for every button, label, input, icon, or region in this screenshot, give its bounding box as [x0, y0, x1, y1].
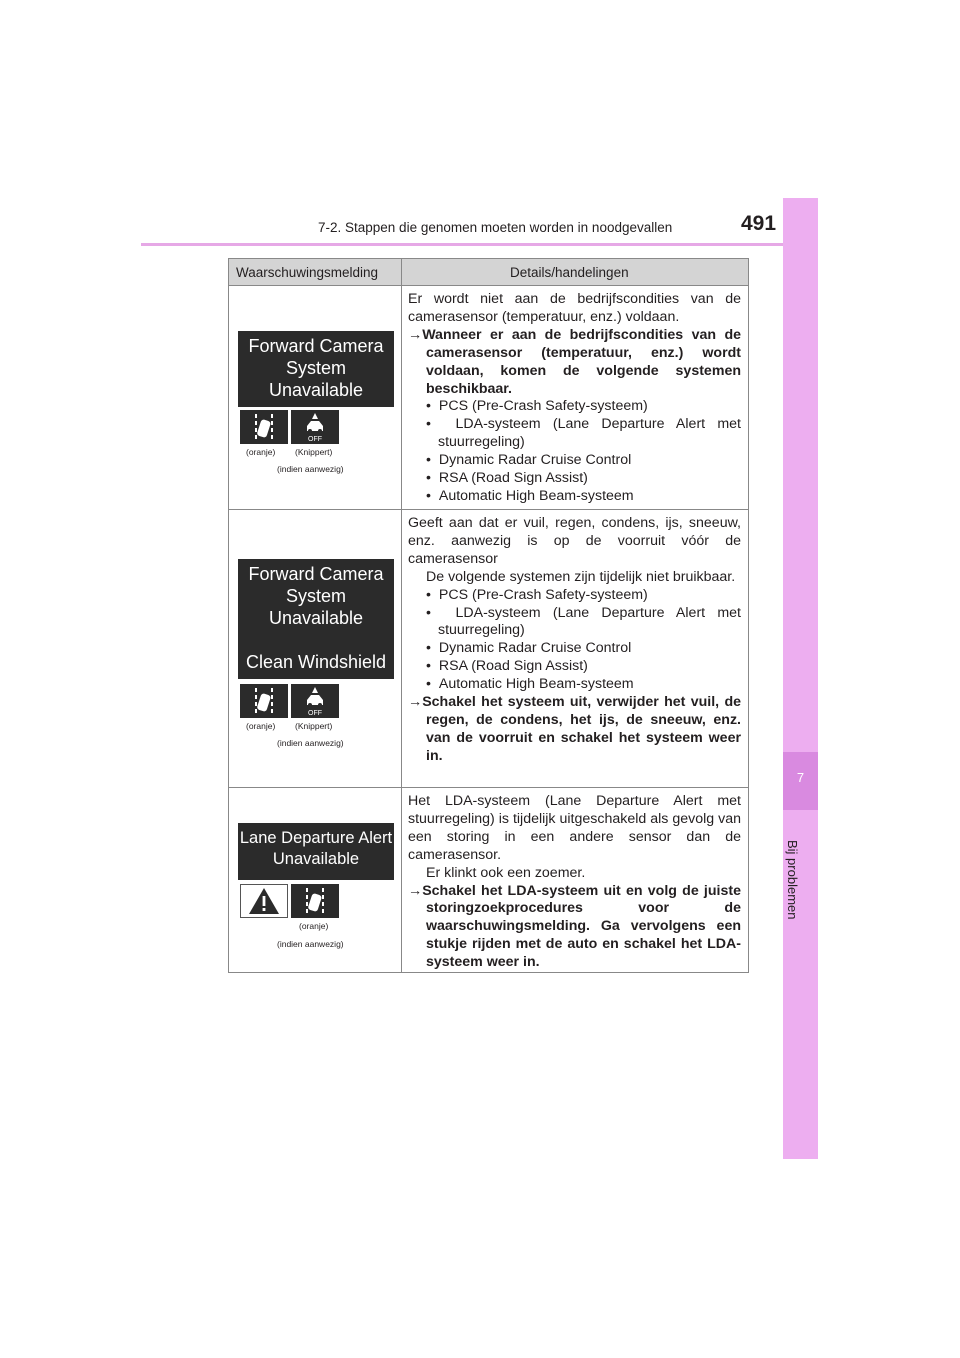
list-item	[408, 587, 741, 605]
bullet-icon: •	[426, 487, 431, 504]
column-divider	[401, 788, 402, 972]
list-item	[408, 658, 741, 676]
pcs-off-icon	[291, 410, 339, 444]
detail-action	[408, 694, 741, 766]
column-divider	[401, 286, 402, 509]
list-item-text: Automatic High Beam-systeem	[438, 676, 634, 693]
warning-table	[228, 258, 749, 973]
pcs-off-icon	[291, 684, 339, 718]
screen-line: System	[285, 358, 346, 378]
chapter-label-text: Bij problemen	[785, 840, 800, 920]
detail-action-text: Schakel het systeem uit, verwijder het vuil, de regen, de condens, het ijs, de sneeuw, enz. van de voorruit en schakel het systeem weer in.	[422, 694, 741, 764]
screen-spacer	[238, 629, 394, 651]
list-item-text: LDA-systeem (Lane Departure Alert met stuurregeling)	[438, 416, 742, 451]
screen-line: Unavailable	[268, 608, 364, 628]
list-item	[408, 452, 741, 470]
lda-car-icon	[240, 410, 288, 444]
bullet-icon: •	[426, 452, 431, 469]
warning-screen	[238, 331, 394, 407]
detail-action	[408, 883, 741, 973]
detail-action-text: Schakel het LDA-systeem uit en volg de juiste storingzoekprocedures voor de waarschuwingsmelding. Ga vervolgens een stukje rijden met de auto en schakel het LDA-systeem weer in.	[422, 882, 741, 971]
arrow-icon: →	[408, 882, 423, 899]
list-item	[408, 488, 741, 506]
icon-caption: (oranje)	[299, 921, 329, 931]
screen-line: Forward Camera	[248, 336, 384, 356]
detail-action-text: Wanneer er aan de bedrijfscondities van de camerasensor (temperatuur, enz.) wordt voldaan, komen de volgende systemen beschikbaar.	[422, 326, 741, 397]
bullet-icon: •	[426, 586, 431, 603]
chapter-number: 7	[796, 770, 805, 785]
lda-car-icon	[240, 684, 288, 718]
detail-sub: De volgende systemen zijn tijdelijk niet bruikbaar.	[426, 568, 736, 585]
list-item	[408, 398, 741, 416]
bullet-icon: •	[426, 640, 431, 657]
page-number: 491	[741, 212, 777, 235]
arrow-icon: →	[408, 326, 423, 343]
list-item	[408, 676, 741, 694]
detail-action	[408, 327, 741, 399]
screen-line: System	[285, 586, 346, 606]
list-item-text: Dynamic Radar Cruise Control	[438, 452, 632, 469]
list-item-text: Automatic High Beam-systeem	[438, 487, 634, 504]
lda-car-icon	[291, 884, 339, 918]
bullet-icon: •	[426, 470, 431, 487]
list-item-text: Dynamic Radar Cruise Control	[438, 640, 632, 657]
list-item	[408, 470, 741, 488]
availability-note: (indien aanwezig)	[277, 738, 344, 748]
screen-line: Unavailable	[268, 380, 364, 400]
list-item-text: PCS (Pre-Crash Safety-systeem)	[438, 586, 648, 603]
chapter-label	[785, 840, 810, 940]
table-row	[228, 286, 749, 510]
detail-intro: Het LDA-systeem (Lane Departure Alert met stuurregeling) is tijdelijk uitgeschakeld als gevolg van een storing in een andere sensor dan de camerasensor.	[408, 793, 741, 863]
icon-caption: (oranje)	[246, 447, 276, 457]
list-item	[408, 416, 741, 452]
table-header	[228, 258, 749, 286]
warning-screen	[238, 559, 394, 679]
bullet-icon: •	[426, 398, 431, 415]
column-header-warning: Waarschuwingsmelding	[236, 265, 379, 280]
table-row	[228, 788, 749, 973]
list-item	[408, 640, 741, 658]
header-rule	[141, 243, 818, 246]
detail-sub: Er klinkt ook een zoemer.	[426, 864, 586, 881]
list-item-text: LDA-systeem (Lane Departure Alert met stuurregeling)	[438, 604, 742, 639]
warning-triangle-icon	[240, 884, 288, 918]
icon-caption: (Knippert)	[295, 721, 333, 731]
screen-line: Forward Camera	[248, 564, 384, 584]
column-divider	[401, 510, 402, 787]
warning-screen	[238, 823, 394, 880]
list-item	[408, 605, 741, 641]
chapter-side-tab	[783, 198, 818, 1159]
bullet-icon: •	[426, 676, 431, 693]
detail-intro: Geeft aan dat er vuil, regen, condens, ijs, sneeuw, enz. aanwezig is op de voorruit vóór de camerasensor	[408, 515, 741, 567]
list-item-text: PCS (Pre-Crash Safety-systeem)	[438, 398, 648, 415]
list-item-text: RSA (Road Sign Assist)	[438, 658, 588, 675]
screen-line: Clean Windshield	[245, 652, 387, 672]
details-cell	[408, 291, 741, 506]
detail-intro: Er wordt niet aan de bedrijfscondities van de camerasensor (temperatuur, enz.) voldaan.	[408, 291, 741, 325]
screen-line: Lane Departure Alert	[239, 829, 393, 847]
arrow-icon: →	[408, 694, 423, 711]
availability-note: (indien aanwezig)	[277, 464, 344, 474]
table-row	[228, 510, 749, 788]
details-cell	[408, 793, 741, 972]
icon-caption: (oranje)	[246, 721, 276, 731]
section-title: 7-2. Stappen die genomen moeten worden in noodgevallen	[318, 220, 673, 235]
column-divider	[401, 259, 402, 285]
bullet-icon: •	[426, 416, 431, 433]
svg-text:OFF: OFF	[308, 710, 322, 717]
list-item-text: RSA (Road Sign Assist)	[438, 470, 588, 487]
svg-text:OFF: OFF	[308, 436, 322, 443]
column-header-details: Details/handelingen	[510, 265, 629, 280]
bullet-icon: •	[426, 658, 431, 675]
screen-line: Unavailable	[272, 850, 360, 868]
availability-note: (indien aanwezig)	[277, 939, 344, 949]
details-cell	[408, 515, 741, 766]
bullet-icon: •	[426, 604, 431, 621]
icon-caption: (Knippert)	[295, 447, 333, 457]
